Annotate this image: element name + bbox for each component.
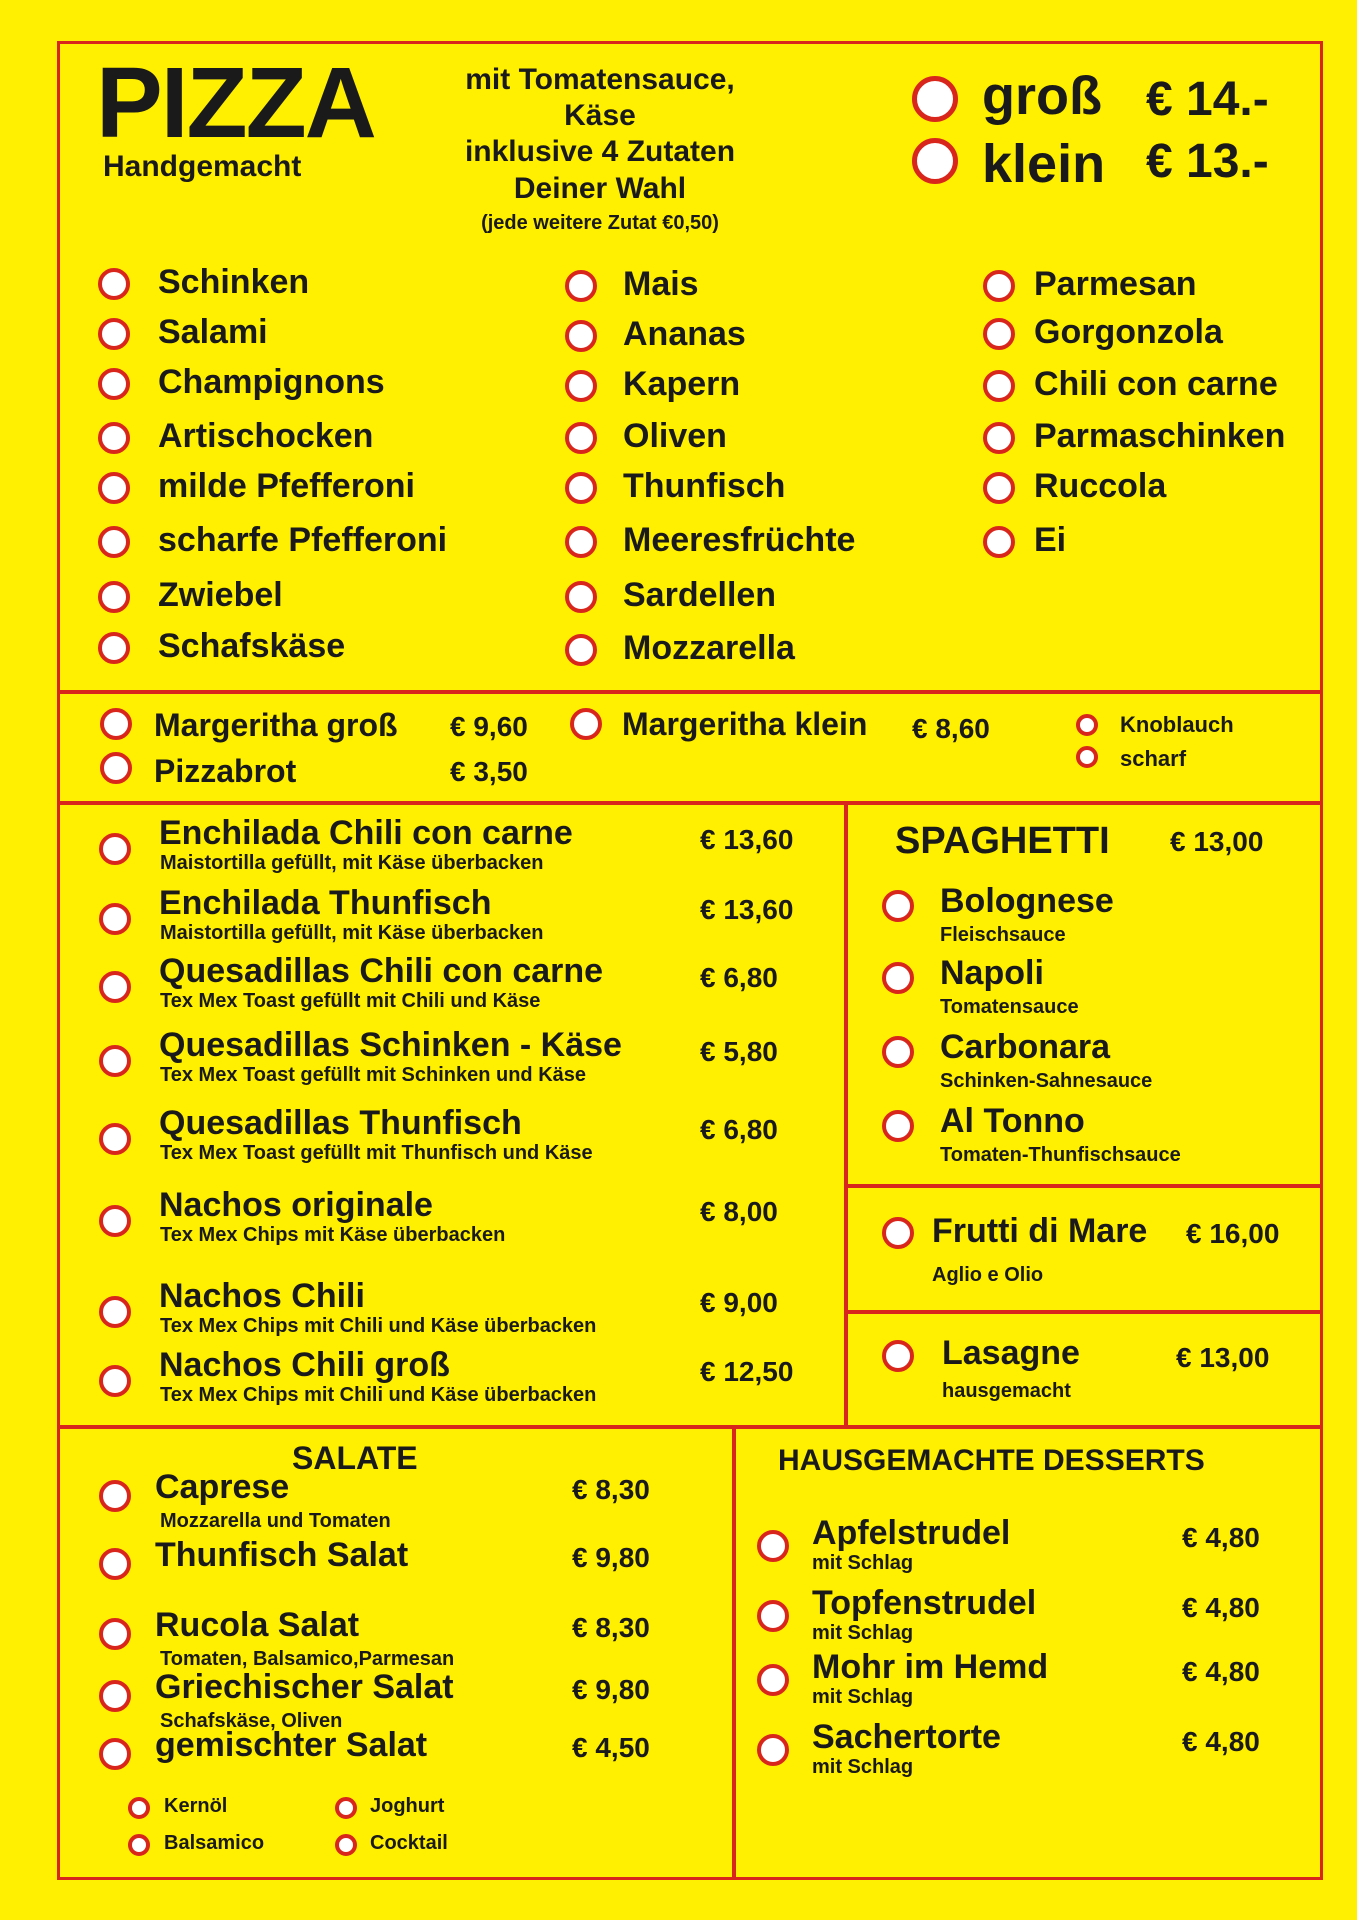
lasagne-radio[interactable] xyxy=(882,1340,914,1372)
dessert-radio[interactable] xyxy=(757,1530,789,1562)
mexican-price: € 6,80 xyxy=(700,962,778,993)
mexican-radio[interactable] xyxy=(99,1123,131,1155)
mexican-price: € 12,50 xyxy=(700,1356,794,1387)
mexican-desc: Tex Mex Chips mit Chili und Käse überbacken xyxy=(160,1315,597,1337)
dessert-price: € 4,80 xyxy=(1182,1522,1260,1553)
mexican-radio[interactable] xyxy=(99,1045,131,1077)
size-gross-price: € 14.- xyxy=(1146,73,1269,126)
dessert-price: € 4,80 xyxy=(1182,1656,1260,1687)
topping-label: Schinken xyxy=(158,263,310,301)
salad-price: € 9,80 xyxy=(572,1674,650,1705)
pizza-desc-line2: inklusive 4 Zutaten xyxy=(464,135,736,168)
frutti-radio[interactable] xyxy=(882,1217,914,1249)
mexican-desc: Tex Mex Toast gefüllt mit Chili und Käse xyxy=(160,990,541,1012)
dessert-name: Apfelstrudel xyxy=(812,1514,1011,1552)
topping-label: Salami xyxy=(158,313,268,351)
dressing-cocktail-label: Cocktail xyxy=(370,1832,448,1854)
dressing-balsamico-label: Balsamico xyxy=(164,1832,265,1854)
mexican-desc: Tex Mex Toast gefüllt mit Schinken und Käse xyxy=(160,1064,587,1086)
topping-label: scharfe Pfefferoni xyxy=(158,521,448,559)
dressing-kernoel-label: Kernöl xyxy=(164,1795,228,1817)
dessert-radio[interactable] xyxy=(757,1664,789,1696)
topping-radio[interactable] xyxy=(565,422,597,454)
topping-radio[interactable] xyxy=(983,422,1015,454)
lasagne-name: Lasagne xyxy=(942,1334,1080,1372)
mexican-desc: Tex Mex Toast gefüllt mit Thunfisch und Käse xyxy=(160,1142,593,1164)
mexican-price: € 6,80 xyxy=(700,1114,778,1145)
mexican-price: € 13,60 xyxy=(700,894,794,925)
salate-title: SALATE xyxy=(292,1440,418,1476)
margeritha-klein-price: € 8,60 xyxy=(912,713,990,744)
margeritha-gross-name: Margeritha groß xyxy=(154,707,398,743)
spaghetti-desc: Schinken-Sahnesauce xyxy=(940,1070,1153,1092)
salad-desc: Mozzarella und Tomaten xyxy=(160,1510,391,1532)
pizza-subtitle: Handgemacht xyxy=(103,150,302,183)
topping-label: Chili con carne xyxy=(1034,365,1278,403)
mexican-name: Nachos Chili xyxy=(159,1277,365,1315)
mexican-desc: Maistortilla gefüllt, mit Käse überbacken xyxy=(160,922,544,944)
salad-name: Caprese xyxy=(155,1468,290,1506)
spaghetti-name: Bolognese xyxy=(940,882,1114,920)
spaghetti-name: Carbonara xyxy=(940,1028,1111,1066)
mexican-name: Quesadillas Chili con carne xyxy=(159,952,604,990)
frutti-name: Frutti di Mare xyxy=(932,1212,1148,1250)
mexican-radio[interactable] xyxy=(99,1296,131,1328)
dessert-desc: mit Schlag xyxy=(812,1552,914,1574)
salad-radio[interactable] xyxy=(99,1680,131,1712)
frutti-price: € 16,00 xyxy=(1186,1218,1280,1249)
scharf-label: scharf xyxy=(1120,746,1187,771)
topping-radio[interactable] xyxy=(983,370,1015,402)
dressing-kernoel-radio[interactable] xyxy=(128,1797,150,1819)
salad-price: € 8,30 xyxy=(572,1474,650,1505)
spaghetti-desc: Tomaten-Thunfischsauce xyxy=(940,1144,1181,1166)
topping-label: Mozzarella xyxy=(623,629,795,667)
knoblauch-radio[interactable] xyxy=(1076,714,1098,736)
salad-desc: Schafskäse, Oliven xyxy=(160,1710,343,1732)
mexican-price: € 9,00 xyxy=(700,1287,778,1318)
dessert-desc: mit Schlag xyxy=(812,1622,914,1644)
size-klein-label: klein xyxy=(982,134,1106,194)
topping-radio[interactable] xyxy=(98,581,130,613)
salad-price: € 8,30 xyxy=(572,1612,650,1643)
lasagne-price: € 13,00 xyxy=(1176,1342,1270,1373)
margeritha-gross-radio[interactable] xyxy=(100,708,132,740)
mexican-desc: Tex Mex Chips mit Chili und Käse überbacken xyxy=(160,1384,597,1406)
topping-label: Schafskäse xyxy=(158,627,346,665)
mexican-name: Quesadillas Schinken - Käse xyxy=(159,1026,622,1064)
dessert-name: Sachertorte xyxy=(812,1718,1001,1756)
mexican-price: € 13,60 xyxy=(700,824,794,855)
spaghetti-name: Al Tonno xyxy=(940,1102,1085,1140)
dressing-cocktail-radio[interactable] xyxy=(335,1834,357,1856)
mexican-radio[interactable] xyxy=(99,833,131,865)
topping-radio[interactable] xyxy=(565,526,597,558)
margeritha-gross-price: € 9,60 xyxy=(450,711,528,742)
size-gross-radio[interactable] xyxy=(912,76,958,122)
topping-radio[interactable] xyxy=(98,526,130,558)
dressing-joghurt-label: Joghurt xyxy=(370,1795,445,1817)
dressing-joghurt-radio[interactable] xyxy=(335,1797,357,1819)
spaghetti-radio[interactable] xyxy=(882,1036,914,1068)
dessert-price: € 4,80 xyxy=(1182,1592,1260,1623)
topping-label: Gorgonzola xyxy=(1034,313,1223,351)
salad-radio[interactable] xyxy=(99,1548,131,1580)
topping-radio[interactable] xyxy=(983,270,1015,302)
topping-label: Oliven xyxy=(623,417,727,455)
size-klein-price: € 13.- xyxy=(1146,135,1269,188)
spaghetti-radio[interactable] xyxy=(882,890,914,922)
lasagne-desc: hausgemacht xyxy=(942,1380,1071,1402)
topping-label: Ananas xyxy=(623,315,746,353)
pizzabrot-name: Pizzabrot xyxy=(154,753,297,789)
topping-label: Sardellen xyxy=(623,576,777,614)
knoblauch-label: Knoblauch xyxy=(1120,712,1234,737)
mexican-name: Quesadillas Thunfisch xyxy=(159,1104,522,1142)
mexican-desc: Tex Mex Chips mit Käse überbacken xyxy=(160,1224,506,1246)
desserts-title: HAUSGEMACHTE DESSERTS xyxy=(778,1444,1205,1477)
mexican-radio[interactable] xyxy=(99,1205,131,1237)
mexican-radio[interactable] xyxy=(99,971,131,1003)
mexican-name: Enchilada Thunfisch xyxy=(159,884,492,922)
topping-label: Parmesan xyxy=(1034,265,1197,303)
spaghetti-name: Napoli xyxy=(940,954,1044,992)
mexican-radio[interactable] xyxy=(99,1365,131,1397)
pizzabrot-radio[interactable] xyxy=(100,752,132,784)
pizzabrot-price: € 3,50 xyxy=(450,756,528,787)
topping-radio[interactable] xyxy=(565,270,597,302)
topping-radio[interactable] xyxy=(565,634,597,666)
dessert-desc: mit Schlag xyxy=(812,1756,914,1778)
pizza-desc-note: (jede weitere Zutat €0,50) xyxy=(481,212,719,234)
topping-label: Ruccola xyxy=(1034,467,1167,505)
topping-label: Meeresfrüchte xyxy=(623,521,856,559)
mexican-name: Nachos Chili groß xyxy=(159,1346,450,1384)
mexican-price: € 8,00 xyxy=(700,1196,778,1227)
salad-radio[interactable] xyxy=(99,1480,131,1512)
topping-radio[interactable] xyxy=(565,370,597,402)
salad-radio[interactable] xyxy=(99,1738,131,1770)
dessert-desc: mit Schlag xyxy=(812,1686,914,1708)
mexican-name: Enchilada Chili con carne xyxy=(159,814,573,852)
dessert-name: Topfenstrudel xyxy=(812,1584,1037,1622)
salad-name: Rucola Salat xyxy=(155,1606,360,1644)
topping-radio[interactable] xyxy=(98,368,130,400)
topping-radio[interactable] xyxy=(983,318,1015,350)
spaghetti-radio[interactable] xyxy=(882,962,914,994)
pizza-desc-line3: Deiner Wahl xyxy=(513,172,687,205)
salad-radio[interactable] xyxy=(99,1618,131,1650)
topping-label: milde Pfefferoni xyxy=(158,467,415,505)
spaghetti-desc: Tomatensauce xyxy=(940,996,1079,1018)
margeritha-klein-radio[interactable] xyxy=(570,708,602,740)
pizza-desc-line1: mit Tomatensauce, Käse xyxy=(465,63,735,132)
spaghetti-price: € 13,00 xyxy=(1170,826,1264,857)
salad-name: Griechischer Salat xyxy=(155,1668,454,1706)
size-klein-radio[interactable] xyxy=(912,138,958,184)
topping-radio[interactable] xyxy=(565,320,597,352)
spaghetti-radio[interactable] xyxy=(882,1110,914,1142)
dessert-radio[interactable] xyxy=(757,1734,789,1766)
mexican-name: Nachos originale xyxy=(159,1186,433,1224)
spaghetti-title: SPAGHETTI xyxy=(895,820,1110,862)
mexican-radio[interactable] xyxy=(99,903,131,935)
topping-label: Thunfisch xyxy=(623,467,786,505)
topping-label: Ei xyxy=(1034,521,1067,559)
salad-desc: Tomaten, Balsamico,Parmesan xyxy=(160,1648,455,1670)
salad-price: € 9,80 xyxy=(572,1542,650,1573)
scharf-radio[interactable] xyxy=(1076,746,1098,768)
topping-radio[interactable] xyxy=(565,581,597,613)
topping-label: Parmaschinken xyxy=(1034,417,1286,455)
salad-price: € 4,50 xyxy=(572,1732,650,1763)
topping-radio[interactable] xyxy=(98,422,130,454)
spaghetti-desc: Fleischsauce xyxy=(940,924,1066,946)
mexican-desc: Maistortilla gefüllt, mit Käse überbacken xyxy=(160,852,544,874)
topping-radio[interactable] xyxy=(98,318,130,350)
pizza-description xyxy=(440,62,760,238)
salad-name: gemischter Salat xyxy=(155,1726,428,1764)
topping-label: Zwiebel xyxy=(158,576,283,614)
dessert-radio[interactable] xyxy=(757,1600,789,1632)
topping-label: Champignons xyxy=(158,363,385,401)
topping-radio[interactable] xyxy=(98,268,130,300)
margeritha-klein-name: Margeritha klein xyxy=(622,706,868,742)
topping-radio[interactable] xyxy=(98,472,130,504)
topping-label: Artischocken xyxy=(158,417,374,455)
topping-label: Kapern xyxy=(623,365,741,403)
topping-radio[interactable] xyxy=(983,526,1015,558)
topping-label: Mais xyxy=(623,265,699,303)
mexican-price: € 5,80 xyxy=(700,1036,778,1067)
topping-radio[interactable] xyxy=(565,472,597,504)
frutti-desc: Aglio e Olio xyxy=(932,1264,1044,1286)
topping-radio[interactable] xyxy=(983,472,1015,504)
dessert-price: € 4,80 xyxy=(1182,1726,1260,1757)
salad-name: Thunfisch Salat xyxy=(155,1536,409,1574)
topping-radio[interactable] xyxy=(98,632,130,664)
size-gross-label: groß xyxy=(982,66,1102,126)
dressing-balsamico-radio[interactable] xyxy=(128,1834,150,1856)
dessert-name: Mohr im Hemd xyxy=(812,1648,1049,1686)
pizza-title: PIZZA xyxy=(96,47,375,159)
